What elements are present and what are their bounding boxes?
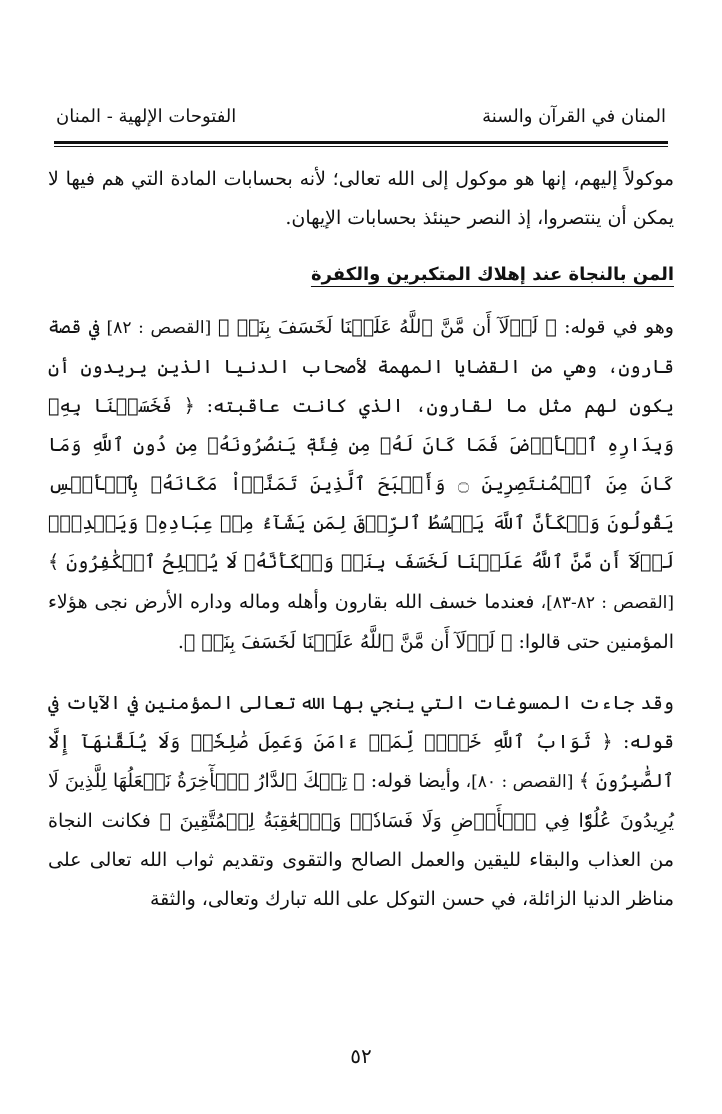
intro-line-1: موكولاً إليهم، إنها هو موكول إلى الله تعالى؛ لأنه بحسابات المادة التي هم فيها لا يمكن xyxy=(48,168,674,229)
running-header xyxy=(56,88,666,128)
p2-quran-1: ﴿ ثَوَابُ ٱللَّهِ خَيۡرٞ لِّمَنۡ ءَامَنَ وَعَمِلَ صَٰلِحٗاۚ وَلَا يُلَقَّىٰهَآ إِلَّا ٱلصَّٰبِرُونَ ﴾ xyxy=(48,731,674,792)
p1-quran-1: ﴿ لَوۡلَآ أَن مَّنَّ ٱللَّهُ عَلَيۡنَا لَخَسَفَ بِنَاۖ ﴾ xyxy=(217,316,557,338)
intro-paragraph xyxy=(48,160,674,238)
paragraph-justifications xyxy=(48,684,674,919)
paragraph-qarun xyxy=(48,308,674,662)
p1-text-1: وهو في قوله: xyxy=(556,316,674,338)
section-heading: المن بالنجاة عند إهلاك المتكبرين والكفرة xyxy=(310,264,674,285)
p1-text-4: . xyxy=(177,631,184,653)
p1-text-3: فعندما خسف الله بقارون وأهله وماله وداره الأرض نجى هؤلاء المؤمنين حتى قالوا: xyxy=(48,591,674,653)
page-number: ٥٢ xyxy=(350,1044,372,1068)
p1-ref-1: [القصص : ٨٢] xyxy=(99,318,218,338)
p2-quran-2: ﴿ تِلۡكَ ٱلدَّارُ ٱلۡأٓخِرَةُ نَجۡعَلُهَا لِلَّذِينَ لَا يُرِيدُونَ عُلُوّٗا فِي ٱلۡأَرۡضِ وَلَا فَسَادٗاۚ وَٱلۡعَٰقِبَةُ لِلۡمُتَّقِينَ ﴾ xyxy=(48,770,674,832)
p1-ref-2: [القصص : ٨٢-٨٣]، xyxy=(534,593,674,613)
p2-text-3: فكانت النجاة من العذاب والبقاء لليقين والعمل الصالح والتقوى وتقديم ثواب الله تعالى على مناظر الدنيا الزائلة، في حسن التوكل على الله تبارك وتعالى، والثقة xyxy=(48,810,674,910)
header-chapter-title: الفتوحات الإلهية - المنان xyxy=(56,106,237,128)
p2-ref-1: [القصص : ٨٠]، xyxy=(460,772,579,792)
p2-text-1: وقد جاءت المسوغات التي ينجي بها الله تعالى المؤمنين في الآيات في قوله: xyxy=(48,692,674,753)
header-double-rule xyxy=(54,141,668,147)
p1-text-2: في قصة قارون، وهي من القضايا المهمة لأصحاب الدنيا الذين يريدون أن يكون لهم مثل ما لقارون، الذي كانت عاقبته: xyxy=(48,316,675,417)
p1-quran-3: ﴿ لَوۡلَآ أَن مَّنَّ ٱللَّهُ عَلَيۡنَا لَخَسَفَ بِنَاۖ ﴾ xyxy=(183,631,513,653)
p2-text-2: وأيضا قوله: xyxy=(364,770,461,792)
page-body xyxy=(48,160,674,919)
header-book-title: المنان في القرآن والسنة xyxy=(482,106,666,128)
p1-quran-2: ﴿ فَخَسَفۡنَا بِهِۦ وَبِدَارِهِ ٱلۡأَرۡضَ فَمَا كَانَ لَهُۥ مِن فِئَةٖ يَنصُرُونَهُۥ مِن دُونِ ٱللَّهِ وَمَا كَانَ مِنَ ٱلۡمُنتَصِرِينَ ۝ وَأَصۡبَحَ ٱلَّذِينَ تَمَنَّوۡاْ مَكَانَهُۥ بِٱلۡأَمۡسِ يَقُولُونَ وَيۡكَأَنَّ ٱللَّهَ يَبۡسُطُ ٱلرِّزۡقَ لِمَن يَشَآءُ مِنۡ عِبَادِهِۦ وَيَقۡدِرُۖ لَوۡلَآ أَن مَّنَّ ٱللَّهُ عَلَيۡنَا لَخَسَفَ بِنَاۖ وَيۡكَأَنَّهُۥ لَا يُفۡلِحُ ٱلۡكَٰفِرُونَ ﴾ xyxy=(48,395,674,573)
intro-line-2: أن ينتصروا، إذ النصر حينئذ بحسابات الإيهان. xyxy=(285,207,627,229)
